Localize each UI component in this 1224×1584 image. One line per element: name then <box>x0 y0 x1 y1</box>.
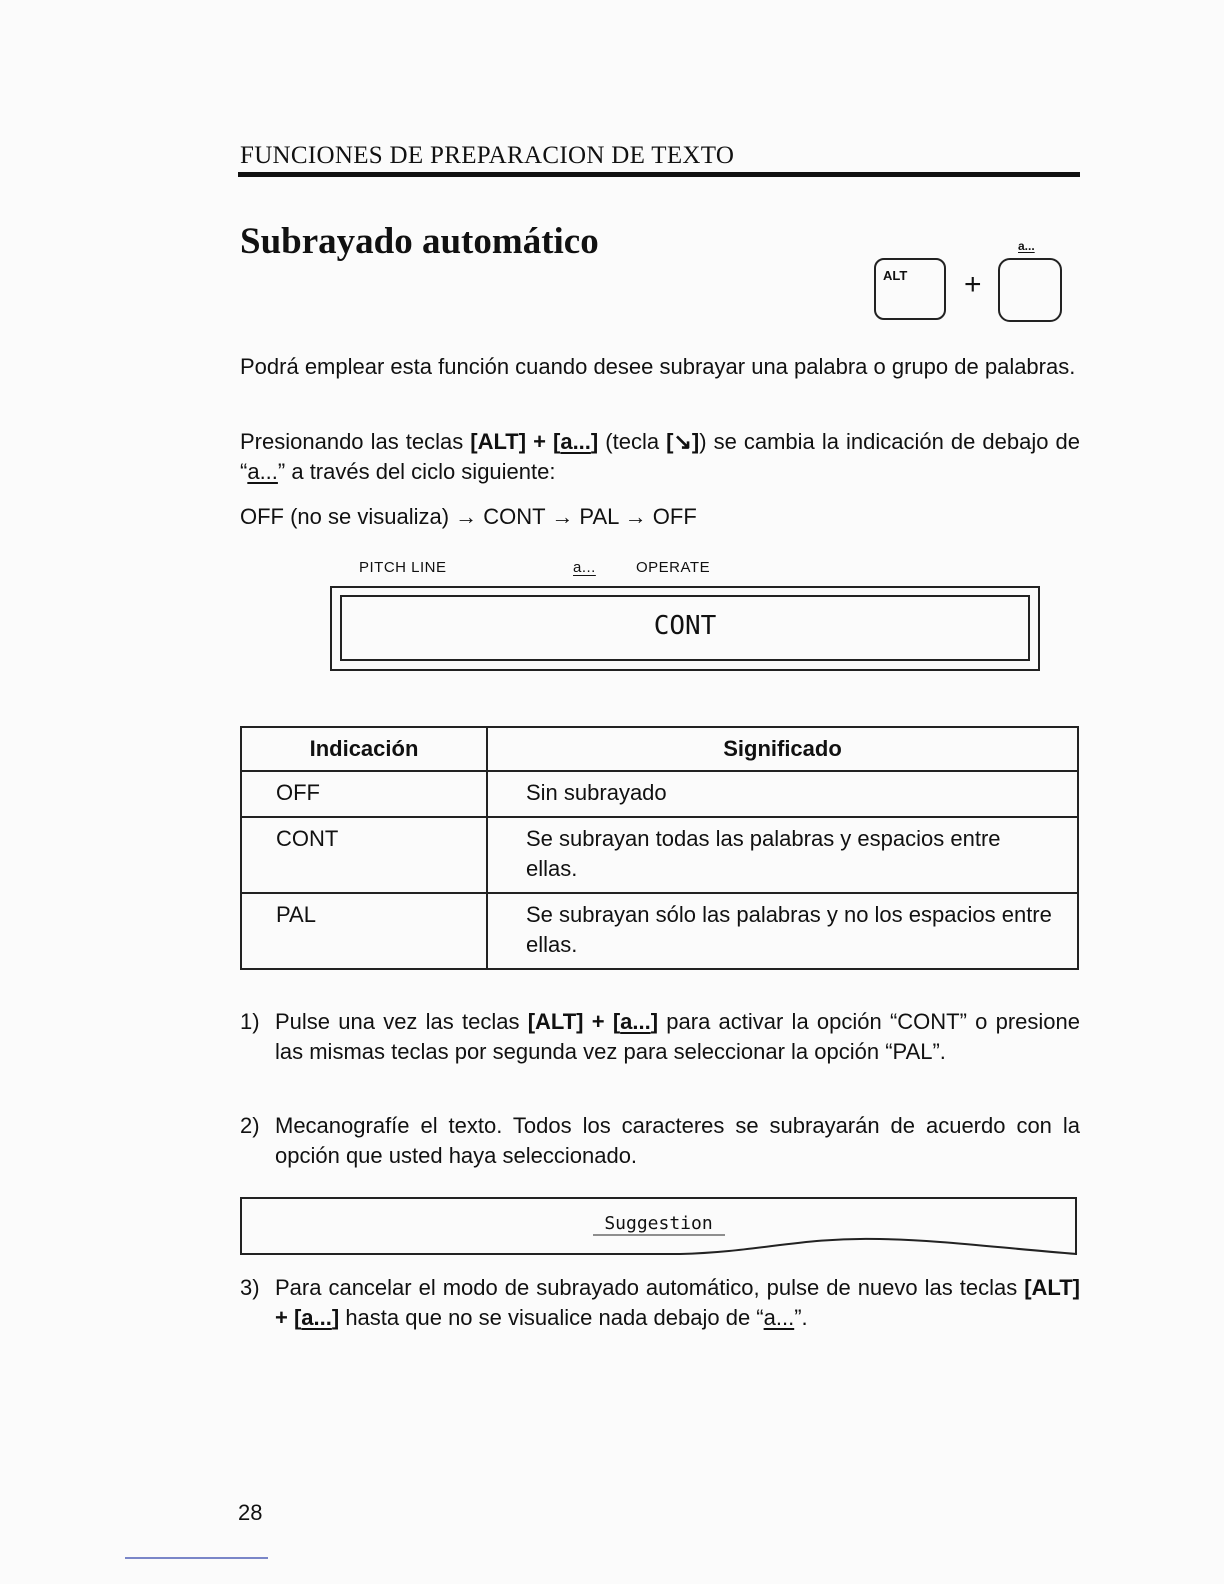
step-number: 3) <box>240 1275 260 1300</box>
underline-key-icon <box>998 258 1062 322</box>
table-cell-indicacion: CONT <box>241 817 487 893</box>
plus-sign: + <box>964 268 982 301</box>
suggestion-label: Suggestion <box>604 1213 713 1234</box>
table-cell-significado: Sin subrayado <box>487 771 1078 817</box>
page-number: 28 <box>238 1500 263 1525</box>
table-row <box>241 893 1078 969</box>
table-row <box>241 817 1078 893</box>
table-cell-indicacion: OFF <box>241 771 487 817</box>
step-text: Pulse una vez las teclas [ALT] + [a...] para activar la opción “CONT” o presione las mismas teclas por segunda vez para seleccionar la opción “PAL”. <box>275 1009 1081 1064</box>
press-paragraph: Presionando las teclas [ALT] + [a...] (tecla [↘]) se cambia la indicación de debajo de “a...” a través del ciclo siguiente: <box>240 429 1080 484</box>
step-number: 2) <box>240 1113 260 1138</box>
key-caption: a... <box>1018 239 1035 253</box>
cycle-line: OFF (no se visualiza) → CONT → PAL → OFF <box>240 504 697 529</box>
display-label-operate: OPERATE <box>636 559 711 576</box>
table-header-row <box>241 727 1078 771</box>
step-number: 1) <box>240 1009 260 1034</box>
running-header: FUNCIONES DE PREPARACION DE TEXTO <box>240 142 735 169</box>
list-item-step-2 <box>240 1111 1080 1171</box>
table-header-indicacion: Indicación <box>241 727 487 771</box>
suggestion-box-bottom-line <box>240 1230 1080 1260</box>
table-row <box>241 771 1078 817</box>
table-cell-significado: Se subrayan sólo las palabras y no los espacios entre ellas. <box>487 893 1078 969</box>
step-text: Para cancelar el modo de subrayado automático, pulse de nuevo las teclas [ALT] + [a...] hasta que no se visualice nada debajo de “a...”. <box>275 1275 1080 1330</box>
list-item-step-3 <box>240 1273 1080 1333</box>
alt-key-icon <box>874 258 946 320</box>
list-item-step-1 <box>240 1007 1080 1067</box>
table-cell-significado: Se subrayan todas las palabras y espacios entre ellas. <box>487 817 1078 893</box>
indication-table <box>240 726 1079 970</box>
step-text: Mecanografíe el texto. Todos los caracteres se subrayarán de acuerdo con la opción que usted haya seleccionado. <box>275 1113 1080 1168</box>
lcd-text: CONT <box>653 611 717 641</box>
display-label-pitch-line: PITCH LINE <box>359 559 447 576</box>
arrow-key-icon: [↘] <box>666 429 700 454</box>
alt-key-label: ALT <box>883 268 908 283</box>
footer-link-underline <box>125 1557 268 1559</box>
lcd-display <box>330 586 1040 671</box>
table-cell-indicacion: PAL <box>241 893 487 969</box>
section-title: Subrayado automático <box>240 221 599 262</box>
lcd-screen <box>340 595 1030 661</box>
header-rule <box>238 172 1080 177</box>
intro-paragraph: Podrá emplear esta función cuando desee subrayar una palabra o grupo de palabras. <box>240 354 1076 379</box>
table-header-significado: Significado <box>487 727 1078 771</box>
display-label-a: a... <box>573 559 596 576</box>
